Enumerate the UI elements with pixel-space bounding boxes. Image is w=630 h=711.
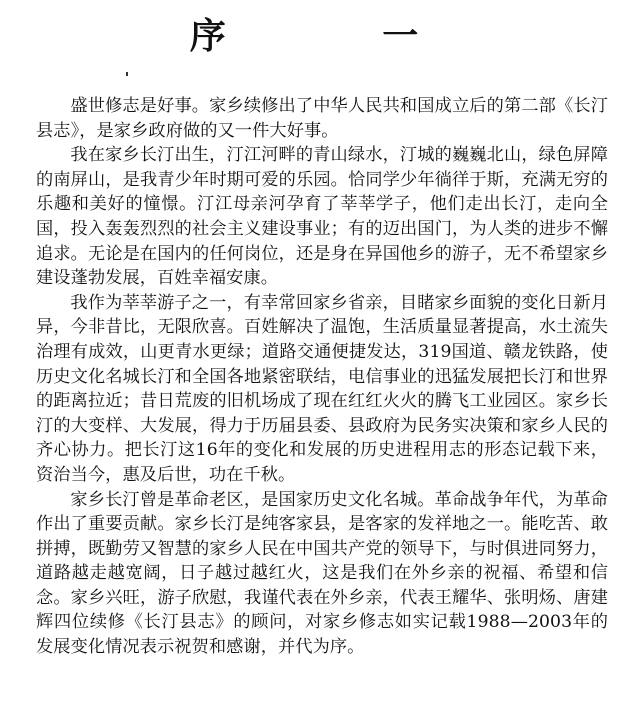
paragraph-2: 我在家乡长汀出生，汀江河畔的青山绿水，汀城的巍巍北山，绿色屏障的南屏山，是我青少年时期可爱的乐园。恰同学少年徜徉于斯，充满无穷的乐趣和美好的憧憬。汀江母亲河孕育了莘莘学子，他们走出长汀，走向全国，投入轰轰烈烈的社会主义建设事业；有的迈出国门，为人类的进步不懈追求。无论是在国内的任何岗位，还是身在异国他乡的游子，无不希望家乡建设蓬勃发展，百姓幸福安康。 bbox=[36, 145, 608, 289]
paragraph-3: 我作为莘莘游子之一，有幸常回家乡省亲，目睹家乡面貌的变化日新月异，今非昔比，无限欣喜。百姓解决了温饱，生活质量显著提高，水土流失治理有成效，山更青水更绿；道路交通便捷发达，319国道、赣龙铁路，使历史文化名城长汀和全国各地紧密联结，电信事业的迅猛发展把长汀和世界的距离拉近；昔日荒废的旧机场成了现在红红火火的腾飞工业园区。家乡长汀的大变样、大发展，得力于历届县委、县政府为民务实决策和家乡人民的齐心协力。把长汀这16年的变化和发展的历史进程用志的形态记载下来，资治当今，惠及后世，功在千秋。 bbox=[36, 292, 608, 485]
paragraph-4: 家乡长汀曾是革命老区，是国家历史文化名城。革命战争年代，为革命作出了重要贡献。家乡长汀是纯客家县，是客家的发祥地之一。能吃苦、敢拼搏，既勤劳又智慧的家乡人民在中国共产党的领导下，与时俱进同努力，道路越走越宽阔，日子越过越红火，这是我们在外乡亲的祝福、希望和信念。家乡兴旺，游子欣慰，我谨代表在外乡亲，代表王耀华、张明炀、唐建辉四位续修《长汀县志》的顾问，对家乡修志如实记载1988—2003年的发展变化情况表示祝贺和感谢，并代为序。 bbox=[36, 489, 608, 658]
preface-body bbox=[36, 94, 608, 660]
paragraph-1: 盛世修志是好事。家乡续修出了中华人民共和国成立后的第二部《长汀县志》，是家乡政府做的又一件大好事。 bbox=[36, 96, 608, 141]
preface-title: 序 一 bbox=[189, 15, 491, 57]
print-speck bbox=[126, 72, 128, 76]
